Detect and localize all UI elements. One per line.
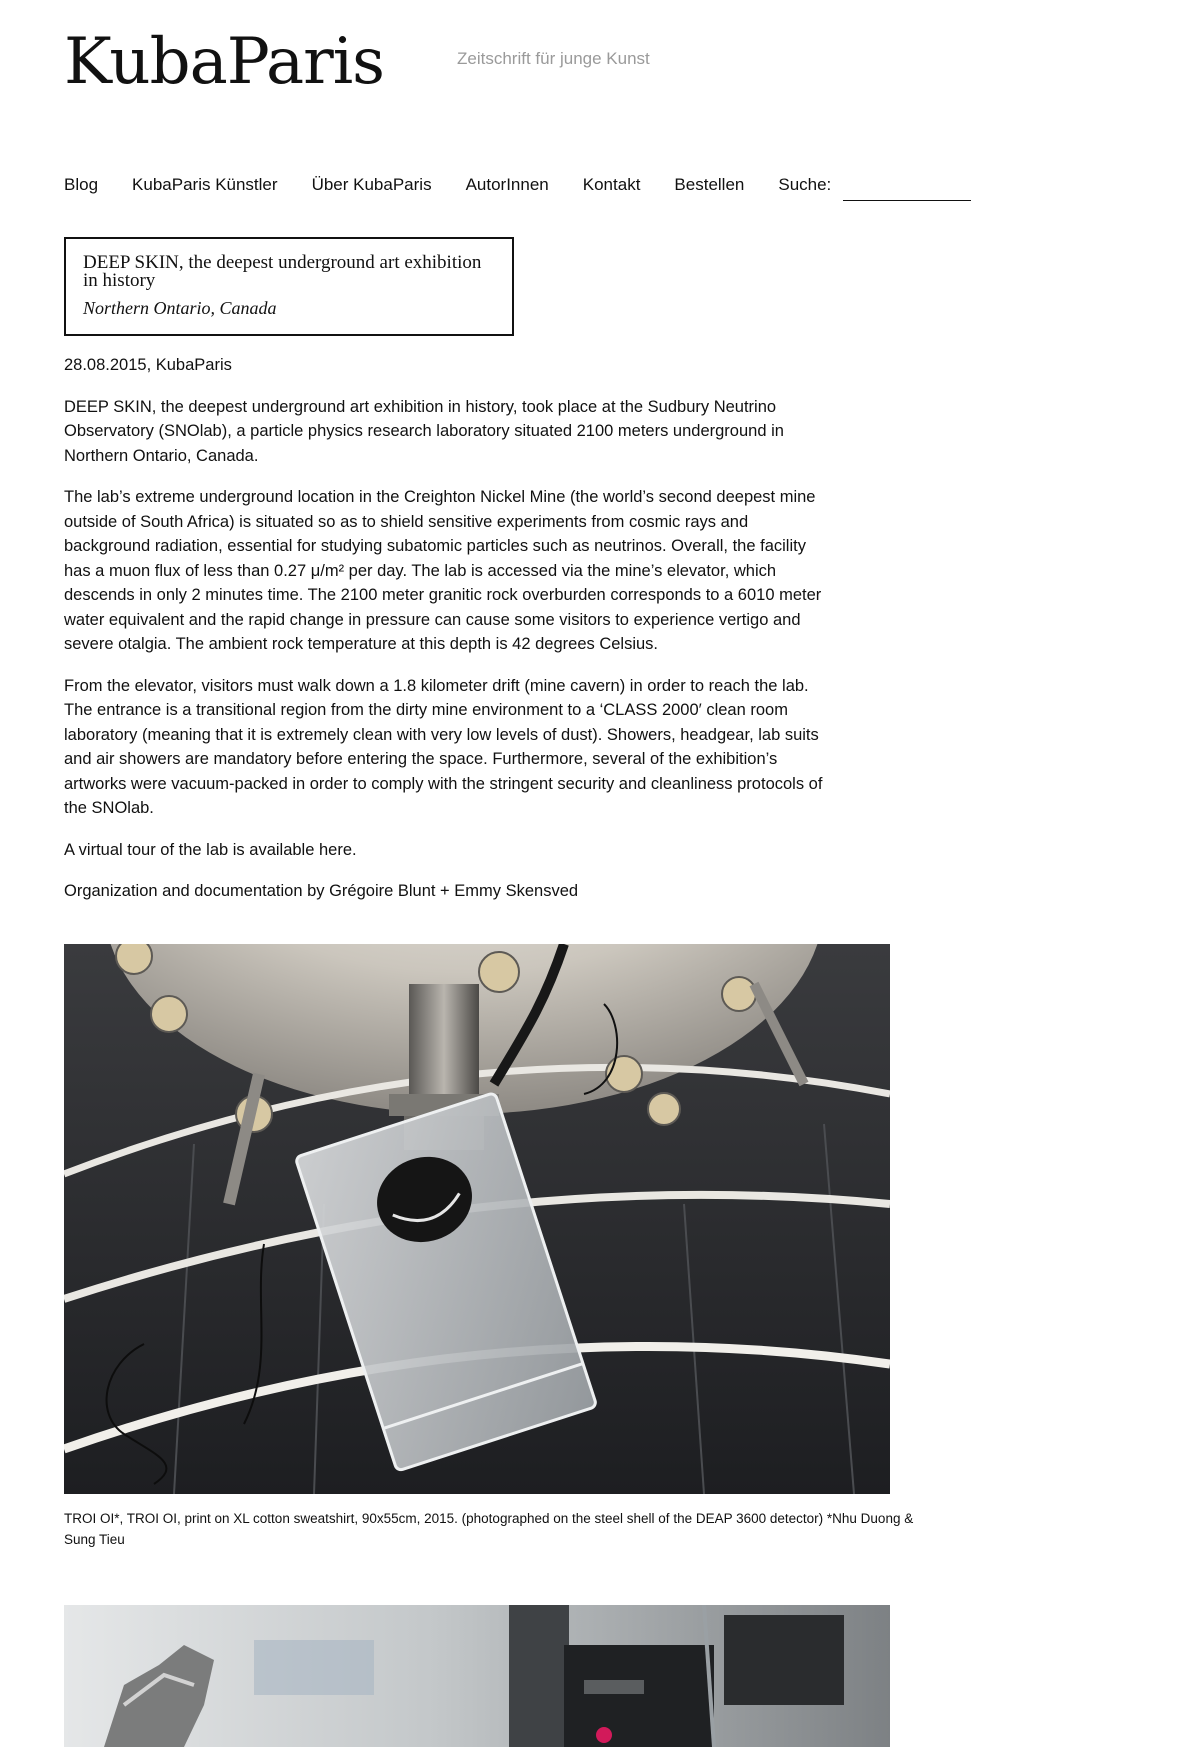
nav-item-kunstler[interactable]: KubaParis Künstler bbox=[132, 174, 278, 194]
image-caption: TROI OI*, TROI OI, print on XL cotton sweatshirt, 90x55cm, 2015. (photographed on the steel shell of the DEAP 3600 detector) *Nhu Duong & Sung Tieu bbox=[64, 1511, 914, 1547]
article-location: Northern Ontario, Canada bbox=[83, 298, 277, 318]
article-credits: Organization and documentation by Grégoire Blunt + Emmy Skensved bbox=[64, 882, 579, 900]
article-date-author: 28.08.2015, KubaParis bbox=[64, 356, 232, 374]
search-label: Suche: bbox=[778, 174, 832, 194]
nav-item-kontakt[interactable]: Kontakt bbox=[582, 174, 641, 194]
nav-item-bestellen[interactable]: Bestellen bbox=[674, 174, 745, 194]
article-paragraph: The lab’s extreme underground location in the Creighton Nickel Mine (the world’s second deepest mine outside of South Africa) is situated so as to shield sensitive experiments from cosmic rays and background radiation, essential for studying subatomic particles such as neutrinos. Overall, the facility has a muon flux of less than 0.27 μ/m² per day. The lab is accessed via the mine’s elevator, which descends in only 2 minutes time. The 2100 meter granitic rock overburden corresponds to a 6010 meter water equivalent and the rapid change in pressure can cause some visitors to experience vertigo and severe otalgia. The ambient rock temperature at this depth is 42 degrees Celsius. bbox=[64, 488, 822, 653]
nav-item-uber[interactable]: Über KubaParis bbox=[311, 174, 432, 194]
virtual-tour-text[interactable]: A virtual tour of the lab is available here. bbox=[64, 840, 357, 859]
article-paragraph: From the elevator, visitors must walk down a 1.8 kilometer drift (mine cavern) in order to reach the lab. The entrance is a transitional region from the dirty mine environment to a ‘CLASS 2000′ clean room laboratory (meaning that it is extremely clean with very low levels of dust). Showers, headgear, lab suits and air showers are mandatory before entering the space. Furthermore, several of the exhibition’s artworks were vacuum-packed in order to comply with the stringent security and cleanliness protocols of the SNOlab. bbox=[64, 676, 823, 817]
lab-equipment-photo bbox=[64, 1605, 890, 1747]
search-input[interactable] bbox=[843, 176, 971, 201]
nav-item-blog[interactable]: Blog bbox=[64, 174, 99, 194]
detector-photo bbox=[64, 944, 890, 1494]
site-logo[interactable]: KubaParis bbox=[64, 25, 384, 99]
main-nav bbox=[64, 168, 971, 201]
article-body bbox=[64, 353, 824, 921]
article-title: DEEP SKIN, the deepest underground art exhibition in history bbox=[83, 252, 482, 291]
article-image-lab-equipment bbox=[64, 1605, 890, 1747]
search bbox=[778, 168, 971, 201]
site-tagline: Zeitschrift für junge Kunst bbox=[457, 49, 650, 68]
nav-item-autorinnen[interactable]: AutorInnen bbox=[465, 174, 549, 194]
article-image-detector bbox=[64, 944, 890, 1494]
article-paragraph: DEEP SKIN, the deepest underground art exhibition in history, took place at the Sudbury Neutrino Observatory (SNOlab), a particle physics research laboratory situated 2100 meters underground in Northern Ontario, Canada. bbox=[64, 397, 784, 465]
article-title-box bbox=[64, 237, 514, 336]
